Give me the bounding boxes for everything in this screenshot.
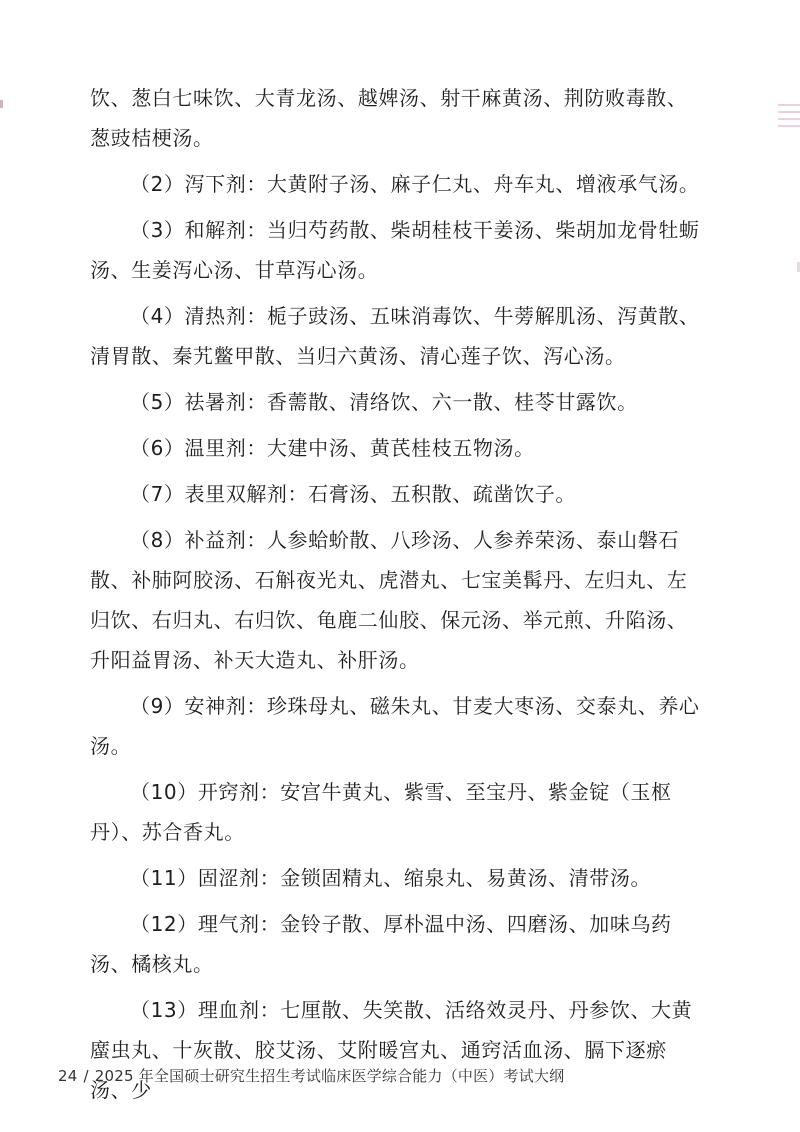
paragraph: （4）清热剂：栀子豉汤、五味消毒饮、牛蒡解肌汤、泻黄散、清胃散、秦艽鳖甲散、当归六黄汤、清心莲子饮、泻心汤。 [90, 304, 700, 368]
paragraph: 饮、葱白七味饮、大青龙汤、越婢汤、射干麻黄汤、荆防败毒散、葱豉桔梗汤。 [90, 86, 688, 150]
paragraph: （2）泻下剂：大黄附子汤、麻子仁丸、舟车丸、增液承气汤。 [130, 172, 700, 196]
paragraph: （7）表里双解剂：石膏汤、五积散、疏凿饮子。 [130, 482, 576, 506]
paragraph: （12）理气剂：金铃子散、厚朴温中汤、四磨汤、加味乌药汤、橘核丸。 [90, 912, 672, 976]
scan-edge-mark [0, 100, 3, 108]
scan-edge-mark [778, 104, 800, 130]
paragraph: （13）理血剂：七厘散、失笑散、活络效灵丹、丹参饮、大黄䗪虫丸、十灰散、胶艾汤、艾附暖宫丸、通窍活血汤、膈下逐瘀汤、少 [90, 998, 693, 1102]
page-number: 24 [58, 1067, 78, 1085]
page-footer [58, 1066, 564, 1086]
paragraph: （3）和解剂：当归芍药散、柴胡桂枝干姜汤、柴胡加龙骨牡蛎汤、生姜泻心汤、甘草泻心汤。 [90, 218, 700, 282]
footer-title: 2025 年全国硕士研究生招生考试临床医学综合能力（中医）考试大纲 [94, 1067, 565, 1085]
paragraph: （10）开窍剂：安宫牛黄丸、紫雪、至宝丹、紫金锭（玉枢丹）、苏合香丸。 [90, 780, 672, 844]
paragraph: （11）固涩剂：金锁固精丸、缩泉丸、易黄汤、清带汤。 [130, 866, 652, 890]
body-text [90, 78, 705, 1116]
paragraph: （8）补益剂：人参蛤蚧散、八珍汤、人参养荣汤、泰山磐石散、补肺阿胶汤、石斛夜光丸、虎潜丸、七宝美髯丹、左归丸、左归饮、右归丸、右归饮、龟鹿二仙胶、保元汤、举元煎、升陷汤、升阳益胃汤、补天大造丸、补肝汤。 [90, 528, 688, 672]
paragraph: （5）祛暑剂：香薷散、清络饮、六一散、桂苓甘露饮。 [130, 390, 638, 414]
paragraph: （9）安神剂：珍珠母丸、磁朱丸、甘麦大枣汤、交泰丸、养心汤。 [90, 694, 700, 758]
paragraph: （6）温里剂：大建中汤、黄芪桂枝五物汤。 [130, 436, 535, 460]
footer-separator: / [83, 1067, 89, 1085]
